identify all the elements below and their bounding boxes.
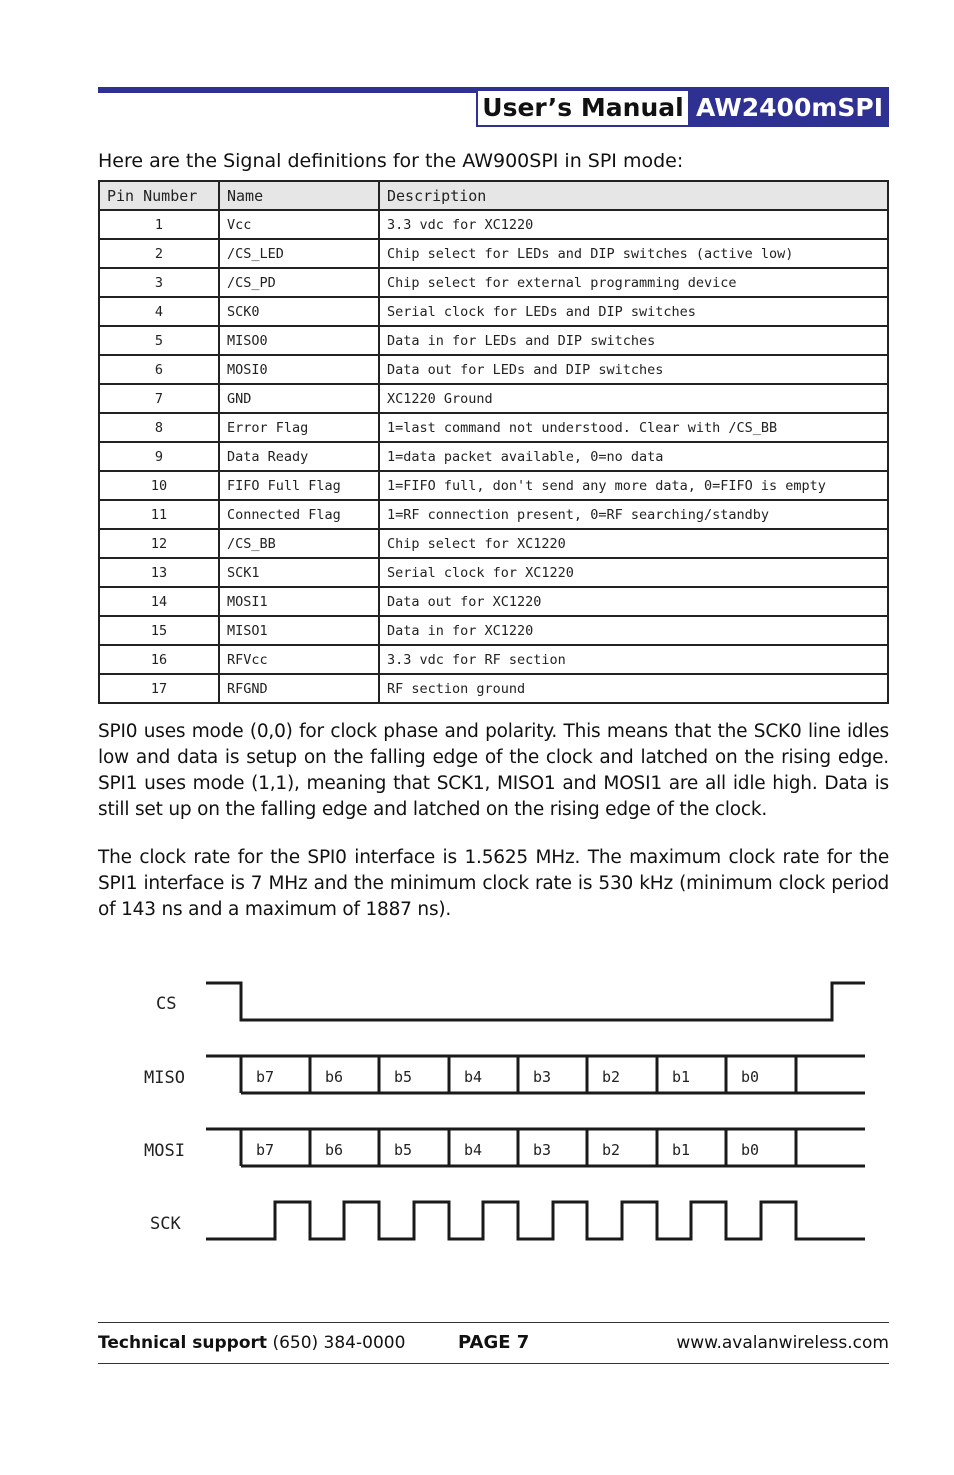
signal-label-sck: SCK xyxy=(150,1214,181,1234)
name-cell: GND xyxy=(219,384,379,413)
description-cell: Data out for LEDs and DIP switches xyxy=(379,355,888,384)
signal-label-mosi: MOSI xyxy=(144,1141,185,1161)
support-phone: (650) 384-0000 xyxy=(272,1333,406,1353)
pin-cell: 8 xyxy=(99,413,219,442)
description-cell: 1=data packet available, 0=no data xyxy=(379,442,888,471)
pin-cell: 12 xyxy=(99,529,219,558)
miso-bit-b0: b0 xyxy=(741,1068,760,1086)
name-cell: Data Ready xyxy=(219,442,379,471)
name-cell: MISO1 xyxy=(219,616,379,645)
miso-bit-b5: b5 xyxy=(394,1068,413,1086)
description-cell: Data in for LEDs and DIP switches xyxy=(379,326,888,355)
name-cell: RFVcc xyxy=(219,645,379,674)
page-number: PAGE 7 xyxy=(458,1332,530,1353)
table-row xyxy=(99,442,888,471)
miso-bit-b3: b3 xyxy=(533,1068,552,1086)
mosi-bit-b7: b7 xyxy=(256,1141,275,1159)
table-row xyxy=(99,645,888,674)
description-cell: Serial clock for XC1220 xyxy=(379,558,888,587)
table-row xyxy=(99,210,888,239)
col-description: Description xyxy=(379,181,888,210)
table-row xyxy=(99,355,888,384)
description-cell: 3.3 vdc for XC1220 xyxy=(379,210,888,239)
pin-cell: 14 xyxy=(99,587,219,616)
pin-cell: 17 xyxy=(99,674,219,703)
table-header-row xyxy=(99,181,888,210)
description-cell: 1=FIFO full, don't send any more data, 0=FIFO is empty xyxy=(379,471,888,500)
footer-support xyxy=(98,1330,405,1356)
pin-cell: 13 xyxy=(99,558,219,587)
mosi-bit-b3: b3 xyxy=(533,1141,552,1159)
table-row xyxy=(99,674,888,703)
description-cell: Chip select for LEDs and DIP switches (active low) xyxy=(379,239,888,268)
name-cell: MISO0 xyxy=(219,326,379,355)
mosi-bit-b6: b6 xyxy=(325,1141,344,1159)
table-row xyxy=(99,239,888,268)
manual-title: User’s Manual xyxy=(476,89,690,127)
mosi-bit-b5: b5 xyxy=(394,1141,413,1159)
description-cell: Chip select for external programming device xyxy=(379,268,888,297)
mosi-bit-b4: b4 xyxy=(464,1141,483,1159)
table-row xyxy=(99,268,888,297)
table-row xyxy=(99,297,888,326)
pin-cell: 9 xyxy=(99,442,219,471)
product-name: AW2400mSPI xyxy=(690,89,889,127)
signal-label-cs: CS xyxy=(156,994,177,1014)
signal-table xyxy=(98,180,889,704)
table-row xyxy=(99,326,888,355)
miso-bit-b7: b7 xyxy=(256,1068,275,1086)
description-cell: 1=RF connection present, 0=RF searching/standby xyxy=(379,500,888,529)
footer-bottom-rule xyxy=(98,1363,889,1364)
name-cell: FIFO Full Flag xyxy=(219,471,379,500)
name-cell: SCK1 xyxy=(219,558,379,587)
col-pin-number: Pin Number xyxy=(99,181,219,210)
pin-cell: 1 xyxy=(99,210,219,239)
table-row xyxy=(99,413,888,442)
pin-cell: 4 xyxy=(99,297,219,326)
name-cell: Vcc xyxy=(219,210,379,239)
pin-cell: 3 xyxy=(99,268,219,297)
description-cell: Chip select for XC1220 xyxy=(379,529,888,558)
pin-cell: 11 xyxy=(99,500,219,529)
pin-cell: 15 xyxy=(99,616,219,645)
table-row xyxy=(99,500,888,529)
miso-bit-b4: b4 xyxy=(464,1068,483,1086)
intro-text: Here are the Signal definitions for the AW900SPI in SPI mode: xyxy=(98,150,684,172)
col-name: Name xyxy=(219,181,379,210)
table-row xyxy=(99,587,888,616)
miso-bit-b1: b1 xyxy=(672,1068,691,1086)
description-cell: Data in for XC1220 xyxy=(379,616,888,645)
sck-waveform xyxy=(206,1202,865,1239)
description-cell: XC1220 Ground xyxy=(379,384,888,413)
name-cell: MOSI0 xyxy=(219,355,379,384)
signal-label-miso: MISO xyxy=(144,1068,185,1088)
website-link[interactable]: www.avalanwireless.com xyxy=(676,1333,889,1353)
name-cell: SCK0 xyxy=(219,297,379,326)
miso-bit-b2: b2 xyxy=(602,1068,621,1086)
table-row xyxy=(99,471,888,500)
pin-cell: 10 xyxy=(99,471,219,500)
timing-diagram xyxy=(0,960,954,1260)
pin-cell: 16 xyxy=(99,645,219,674)
miso-bit-b6: b6 xyxy=(325,1068,344,1086)
support-label: Technical support xyxy=(98,1333,268,1353)
description-cell: Data out for XC1220 xyxy=(379,587,888,616)
name-cell: /CS_BB xyxy=(219,529,379,558)
description-cell: RF section ground xyxy=(379,674,888,703)
pin-cell: 5 xyxy=(99,326,219,355)
description-cell: 1=last command not understood. Clear with /CS_BB xyxy=(379,413,888,442)
name-cell: Error Flag xyxy=(219,413,379,442)
name-cell: Connected Flag xyxy=(219,500,379,529)
paragraph-spi-modes: SPI0 uses mode (0,0) for clock phase and polarity. This means that the SCK0 line idles low and data is setup on the falling edge of the clock and latched on the rising edge. SPI1 uses mode (1,1), meaning that SCK1, MISO1 and MOSI1 are all idle high. Data is still set up on the falling edge and latched on the rising edge of the clock. xyxy=(98,721,889,820)
name-cell: RFGND xyxy=(219,674,379,703)
description-cell: 3.3 vdc for RF section xyxy=(379,645,888,674)
table-row xyxy=(99,558,888,587)
mosi-bit-b0: b0 xyxy=(741,1141,760,1159)
pin-cell: 2 xyxy=(99,239,219,268)
mosi-bit-b2: b2 xyxy=(602,1141,621,1159)
name-cell: MOSI1 xyxy=(219,587,379,616)
pin-cell: 6 xyxy=(99,355,219,384)
table-row xyxy=(99,384,888,413)
table-row xyxy=(99,616,888,645)
name-cell: /CS_PD xyxy=(219,268,379,297)
description-cell: Serial clock for LEDs and DIP switches xyxy=(379,297,888,326)
mosi-bit-b1: b1 xyxy=(672,1141,691,1159)
pin-cell: 7 xyxy=(99,384,219,413)
name-cell: /CS_LED xyxy=(219,239,379,268)
table-row xyxy=(99,529,888,558)
paragraph-clock-rate: The clock rate for the SPI0 interface is 1.5625 MHz. The maximum clock rate for the SPI1 interface is 7 MHz and the minimum clock rate is 530 kHz (minimum clock period of 143 ns and a maximum of 1887 ns). xyxy=(98,847,889,920)
footer-top-rule xyxy=(98,1322,889,1323)
cs-waveform xyxy=(206,983,865,1020)
